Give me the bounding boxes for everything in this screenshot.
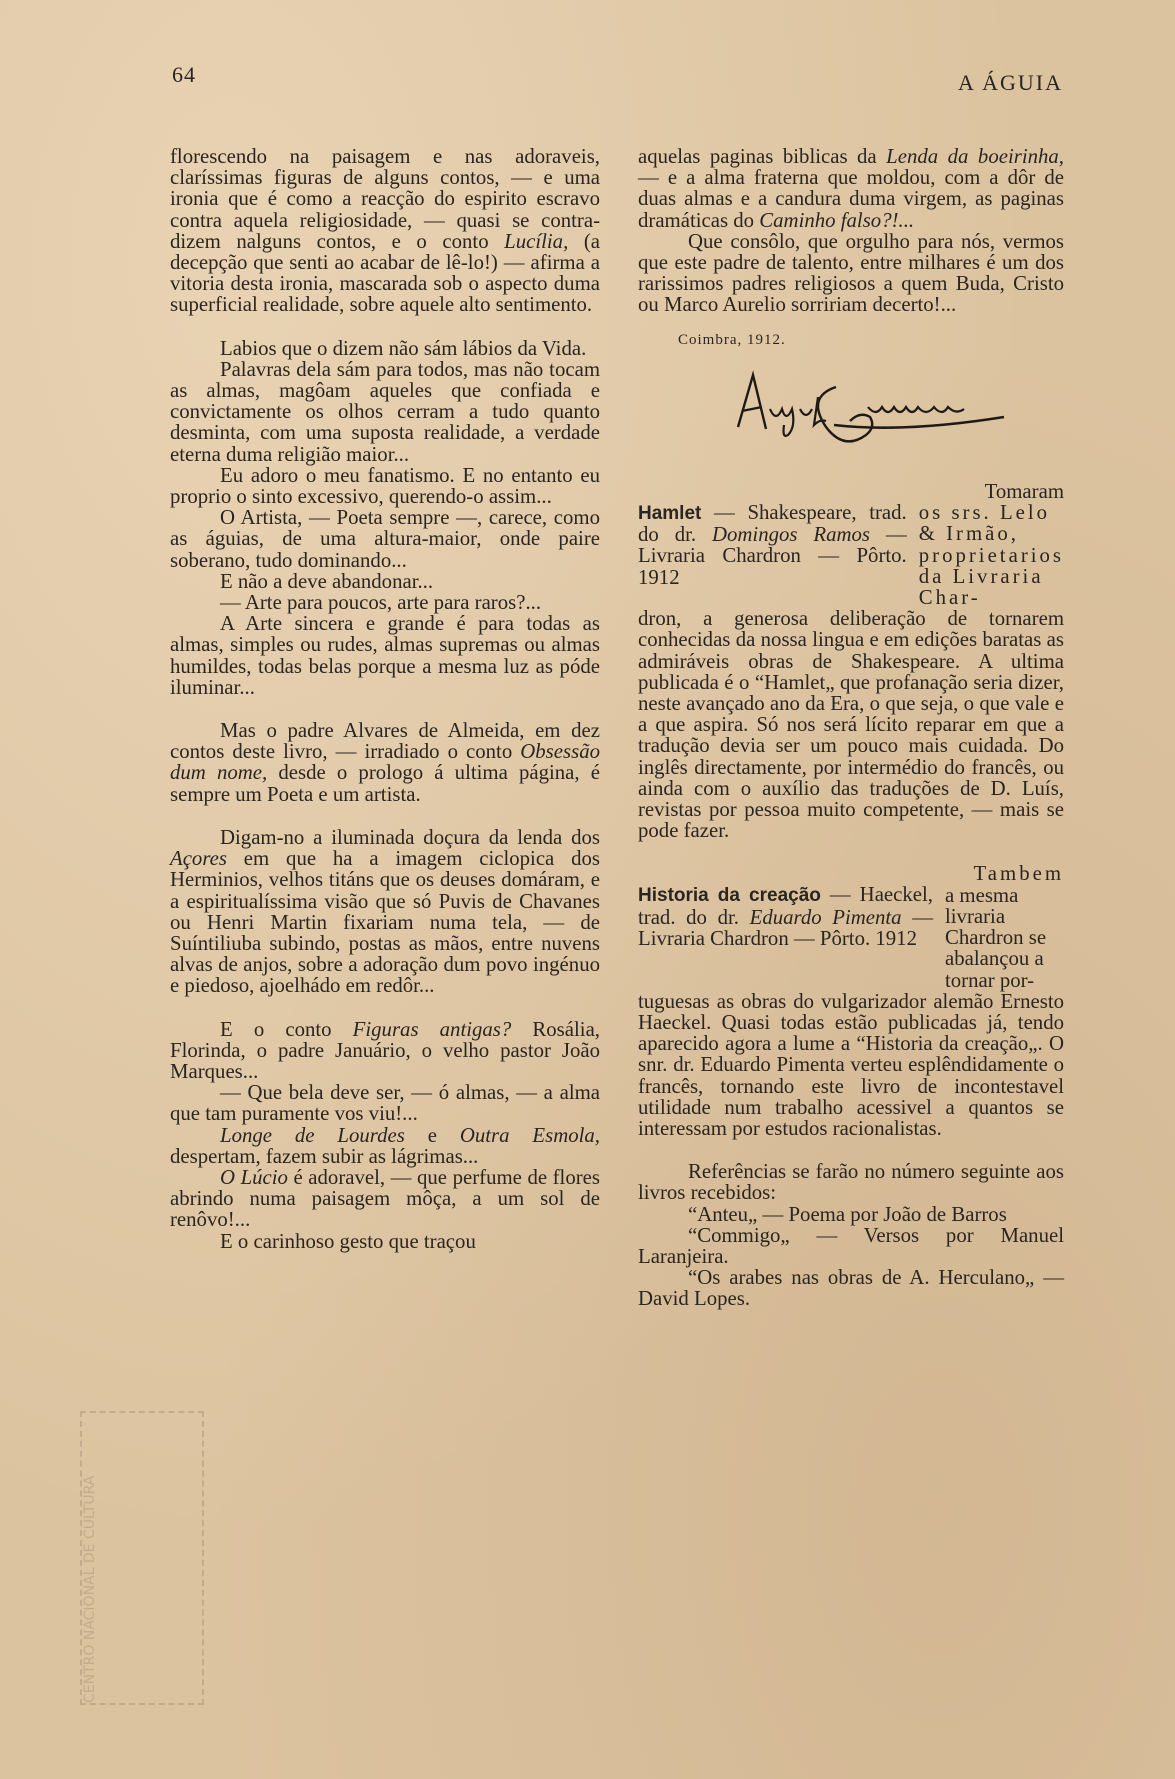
review-side-text: Tomaram os srs. Lelo & Irmão, proprietarios da Livraria Char- (918, 480, 1065, 610)
reference-item: “Os arabes nas obras de A. Herculano„ — David Lopes. (638, 1266, 1064, 1311)
paragraph: florescendo na paisagem e nas adoraveis, claríssimas figuras de alguns contos, — e uma ironia que é como a reacção do espirito escravo contra aquela religiosidade, — quasi se contra-dizem nalguns contos, e o conto Lucília, (a decepção que senti ao acabar de lê-lo!) — afirma a vitoria desta ironia, mascarada sob o aspecto duma superficial realidade, sobre aquele alto sentimento. (170, 145, 600, 317)
references-intro: Referências se farão no número seguinte aos livros recebidos: (638, 1160, 1064, 1205)
paragraph: Mas o padre Alvares de Almeida, em dez contos deste livro, — irradiado o conto Obsessão dum nome, desde o prologo á ultima página, é sempre um Poeta e um artista. (170, 719, 600, 806)
paragraph: aquelas paginas biblicas da Lenda da boeirinha, — e a alma fraterna que moldou, com a dôr de duas almas e a candura duma virgem, as paginas dramáticas do Caminho falso?!... (638, 145, 1064, 232)
right-column (638, 146, 1064, 1310)
book-review-hamlet (638, 481, 1064, 608)
review-body: tuguesas as obras do vulgarizador alemão Ernesto Haeckel. Quasi todas estão publicadas já, tendo aparecido agora a lume a “Historia da creação„. O snr. dr. Eduardo Pimenta verteu esplêndidamente o francês, tornando este livro de incontestavel utilidade num trabalho acessivel a quantos se interessam por estudos racionalistas. (638, 989, 1064, 1140)
paragraph: — Que bela deve ser, — ó almas, — a alma que tam puramente vos viu!... (170, 1081, 600, 1126)
paragraph: — Arte para poucos, arte para raros?... (220, 591, 542, 615)
reference-item: “Anteu„ — Poema por João de Barros (688, 1202, 1007, 1226)
book-review-historia (638, 863, 1064, 990)
author-signature (718, 367, 1018, 457)
paragraph: E o conto Figuras antigas? Rosália, Florinda, o padre Januário, o velho pastor João Marques... (170, 1017, 600, 1083)
paragraph: Longe de Lourdes e Outra Esmola, despertam, fazem subir as lágrimas... (170, 1123, 600, 1168)
paragraph: O Artista, — Poeta sempre —, carece, como as águias, de uma altura-maior, onde paire soberano, tudo dominando... (170, 506, 600, 572)
paragraph: O Lúcio é adoravel, — que perfume de flores abrindo numa paisagem môça, a um sol de renôvo!... (170, 1165, 600, 1232)
library-stamp-text: CENTRO NACIONAL DE CULTURA (82, 1475, 98, 1703)
page-number: 64 (172, 62, 196, 87)
review-side-text: Tambem a mesma livraria Chardron se abalançou a tornar por- (945, 862, 1064, 992)
paragraph: Palavras dela sám para todos, mas não tocam as almas, magôam aqueles que confiada e convictamente os olhos cerram a tudo quanto desminta, com uma suposta realidade, a verdade eterna duma religião maior... (170, 357, 600, 466)
paragraph: E não a deve abandonar... (220, 569, 434, 593)
paragraph: Eu adoro o meu fanatismo. E no entanto eu proprio o sinto excessivo, querendo-o assim... (170, 463, 600, 509)
review-citation: Hamlet — Shakespeare, trad. do dr. Domingos Ramos — Livraria Chardron — Pôrto. 1912 (638, 501, 907, 589)
journal-title: A ÁGUIA (957, 70, 1063, 95)
left-column (170, 146, 600, 1252)
dateline: Coimbra, 1912. (678, 331, 786, 348)
library-stamp (80, 1411, 204, 1705)
paragraph: Que consôlo, que orgulho para nós, vermos que este padre de talento, entre milhares é um dos rarissimos padres religiosos a quem Buda, Cristo ou Marco Aurelio sorririam decerto!... (638, 229, 1064, 317)
paragraph: A Arte sincera e grande é para todas as almas, simples ou rudes, almas supremas ou almas humildes, todas belas porque a mesma luz as póde iluminar... (170, 612, 600, 699)
paragraph: Labios que o dizem não sám lábios da Vida. (220, 336, 587, 360)
review-citation: Historia da creação — Haeckel, trad. do dr. Eduardo Pimenta — Livraria Chardron — Pôrto. 1912 (638, 883, 934, 950)
paragraph: Digam-no a iluminada doçura da lenda dos Açores em que ha a imagem ciclopica dos Herminios, velhos titáns que os deuses domáram, e a espiritualíssima visão que só Puvis de Chavanes ou Henri Martin fixariam numa tela, — de Suíntiliuba subindo, postas as mãos, entre nuvens alvas de anjos, sobre a adoração dum povo ingénuo e piedoso, ajoelhádo em redôr... (170, 825, 600, 998)
review-body: dron, a generosa deliberação de tornarem conhecidas da nossa lingua e em edições baratas as admiráveis obras de Shakespeare. A ultima publicada é o “Hamlet„ que profanação seria dizer, neste avançado ano da Era, o que seja, o que vale e a que aspira. Só nos será lícito reparar em que a tradução devia ser um pouco mais cuidada. Do inglês directamente, por intermédio do francês, ou ainda com o auxílio das traduções de D. Luís, revistas por pessoa muito competente, — mais se pode fazer. (638, 607, 1064, 843)
paragraph: E o carinhoso gesto que traçou (220, 1229, 476, 1253)
reference-item: “Commigo„ — Versos por Manuel Laranjeira. (638, 1223, 1064, 1268)
